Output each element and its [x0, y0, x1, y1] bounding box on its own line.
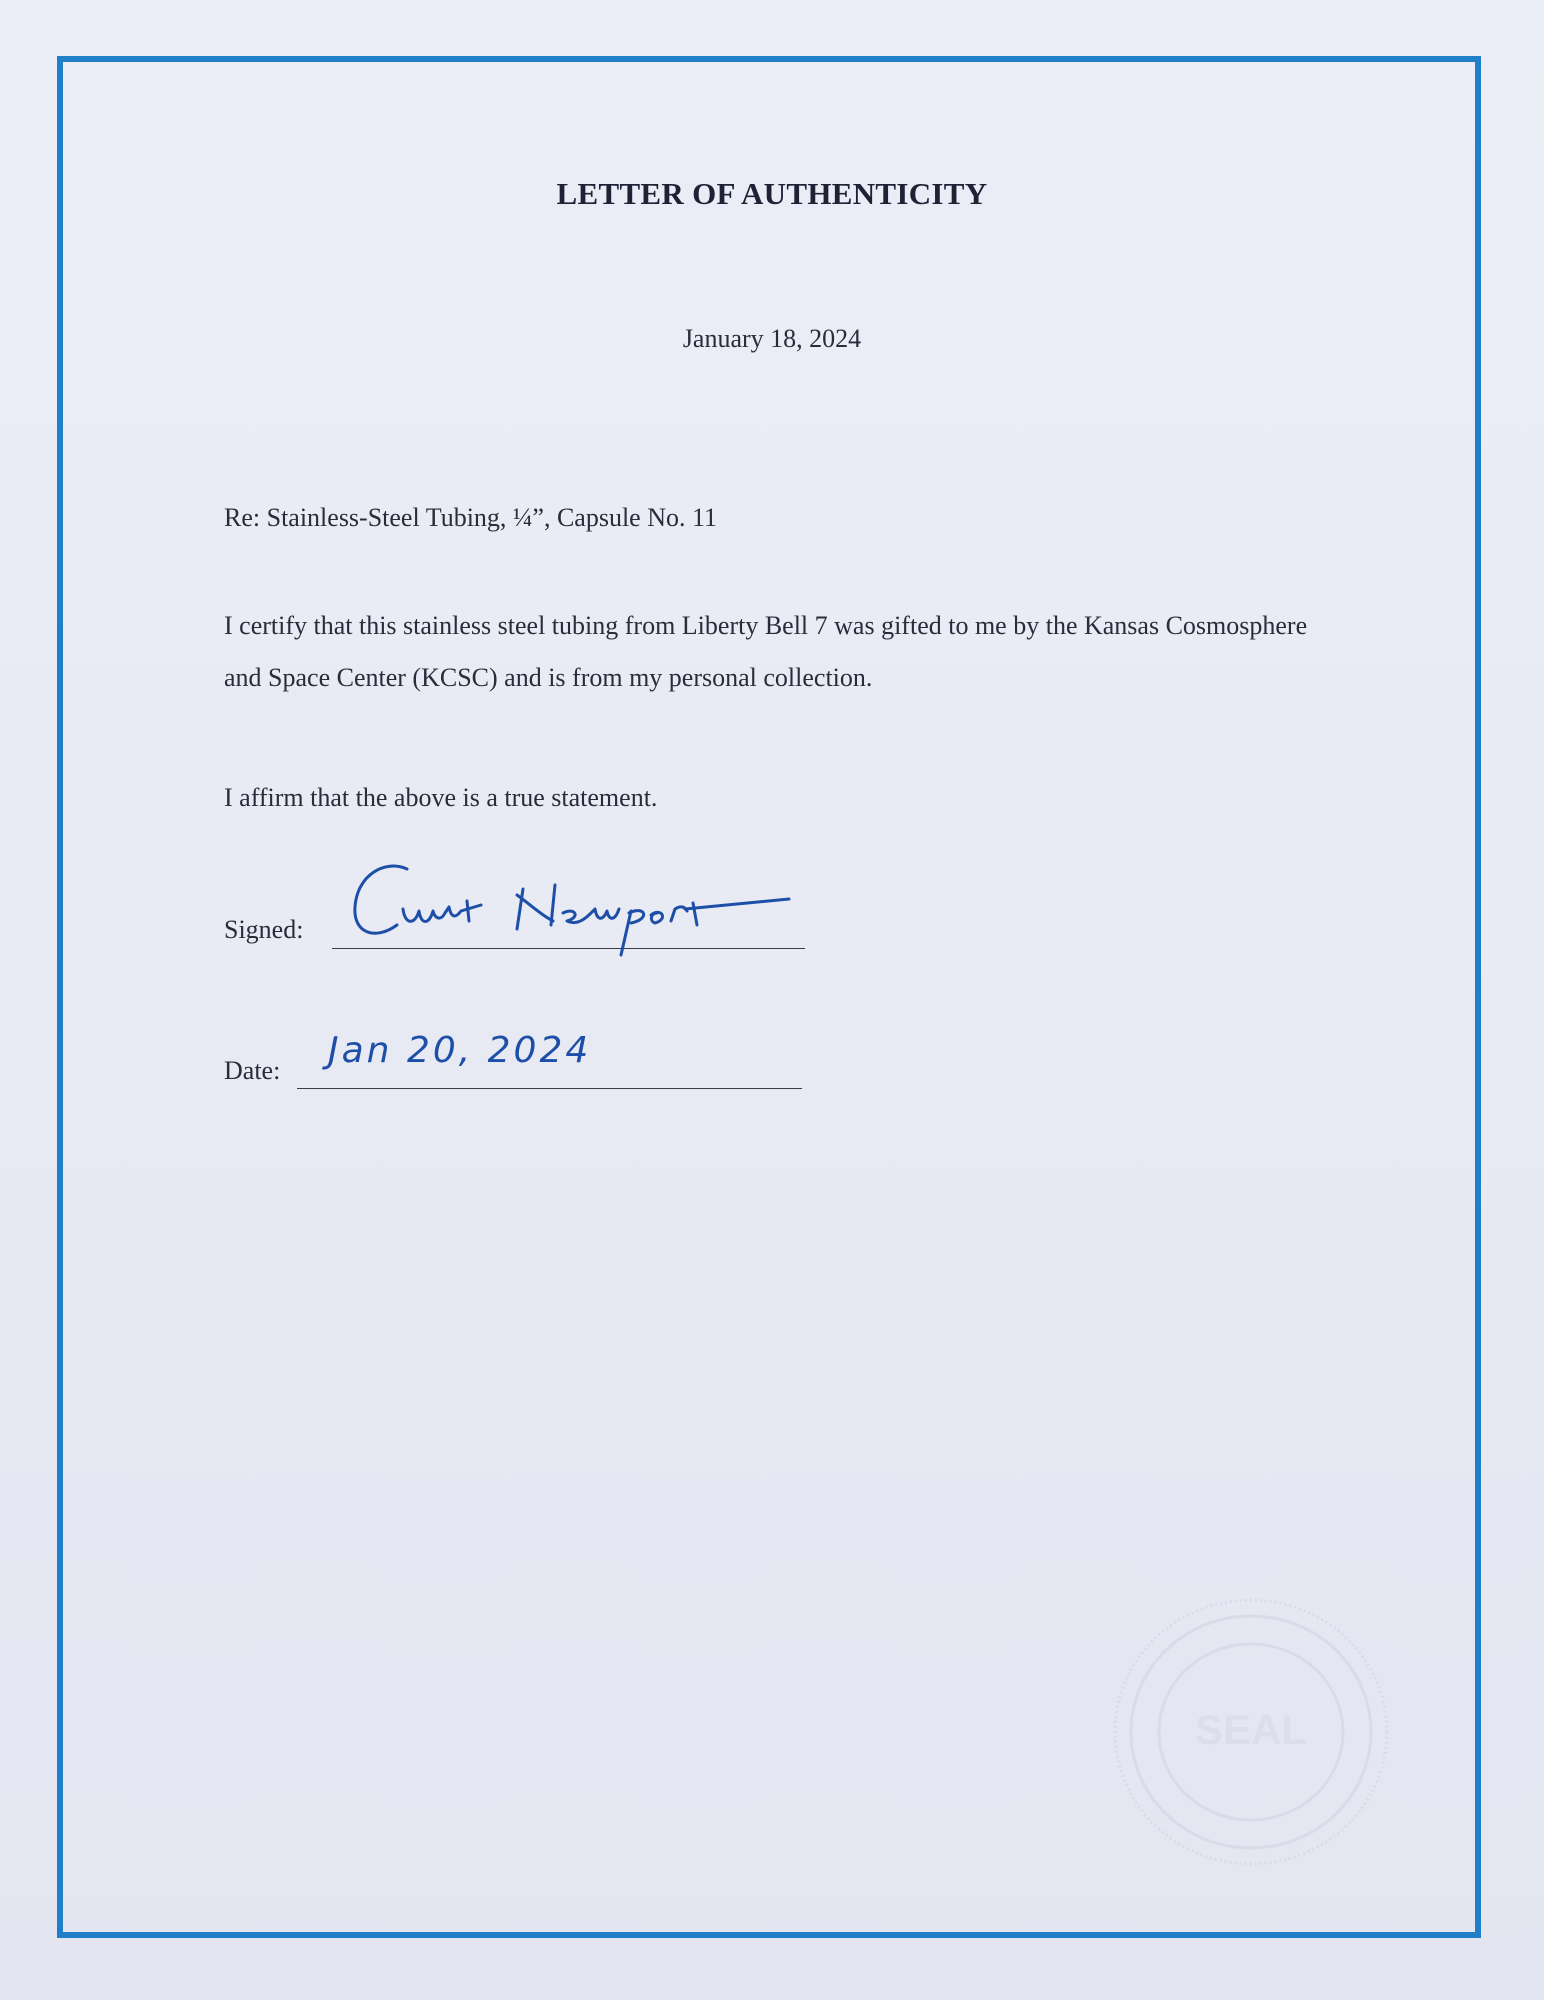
embossed-seal — [1108, 1592, 1394, 1872]
handwritten-date: Jan 20, 2024 — [328, 1030, 592, 1071]
letter-title: LETTER OF AUTHENTICITY — [556, 176, 988, 211]
letter-date: January 18, 2024 — [682, 324, 862, 353]
date-label: Date: — [224, 1056, 281, 1085]
seal-text: SEAL — [1194, 1706, 1308, 1753]
affirmation-paragraph: I affirm that the above is a true statement. — [224, 783, 658, 812]
handwritten-signature — [345, 855, 805, 965]
date-line — [297, 1088, 802, 1089]
certification-paragraph: I certify that this stainless steel tubing from Liberty Bell 7 was gifted to me by the Kansas Cosmosphere and Space Center (KCSC) and is from my personal collection. — [224, 611, 1308, 692]
reference-line: Re: Stainless-Steel Tubing, ¼”, Capsule No. 11 — [224, 503, 718, 532]
signed-label: Signed: — [224, 915, 304, 944]
